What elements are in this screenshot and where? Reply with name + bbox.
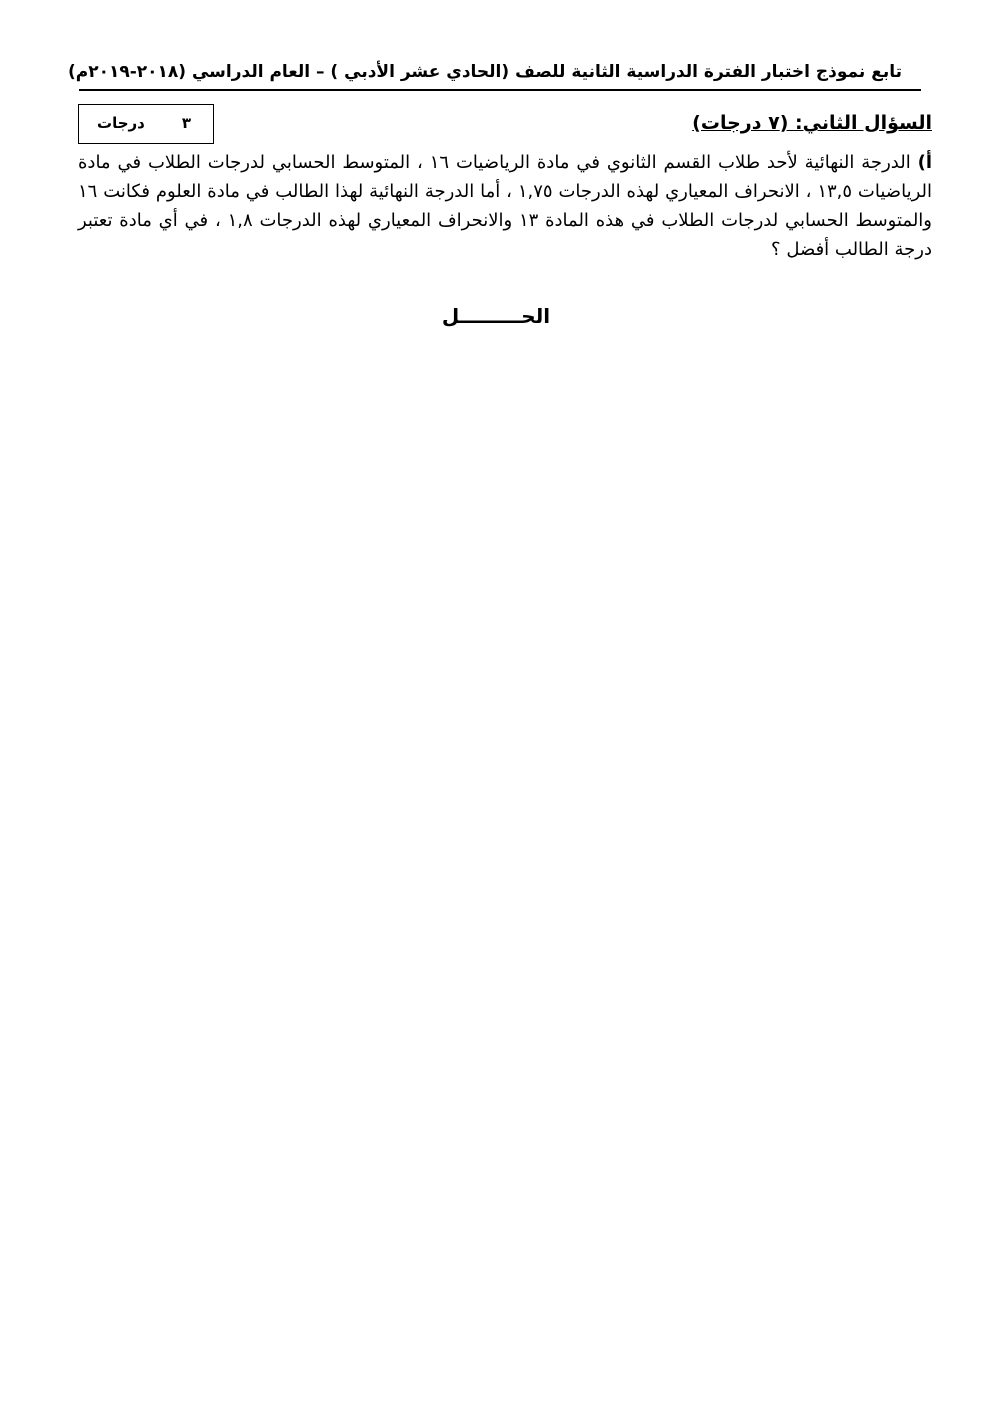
score-number: ٣ xyxy=(181,114,191,132)
question-heading: السؤال الثاني: (٧ درجات) xyxy=(692,112,932,134)
page-header-title: تابع نموذج اختبار الفترة الدراسية الثانية للصف (الحادي عشر الأدبي ) – العام الدراسي (٢٠١٨-٢٠١٩م) xyxy=(67,62,902,82)
score-unit: درجات xyxy=(97,114,145,132)
question-part-label: أ) xyxy=(917,152,932,173)
question-body xyxy=(78,148,932,264)
score-box xyxy=(78,104,214,144)
header-divider xyxy=(79,89,921,91)
question-text: الدرجة النهائية لأحد طلاب القسم الثانوي في مادة الرياضيات ١٦ ، المتوسط الحسابي لدرجات الطلاب في مادة الرياضيات ١٣,٥ ، الانحراف المعياري لهذه الدرجات ١,٧٥ ، أما الدرجة النهائية لهذا الطالب في مادة العلوم فكانت ١٦ والمتوسط الحسابي لدرجات الطلاب في هذه المادة ١٣ والانحراف المعياري لهذه الدرجات ١,٨ ، في أي مادة تعتبر درجة الطالب أفضل ؟ xyxy=(78,152,932,260)
solution-heading: الحـــــــــل xyxy=(441,304,551,328)
